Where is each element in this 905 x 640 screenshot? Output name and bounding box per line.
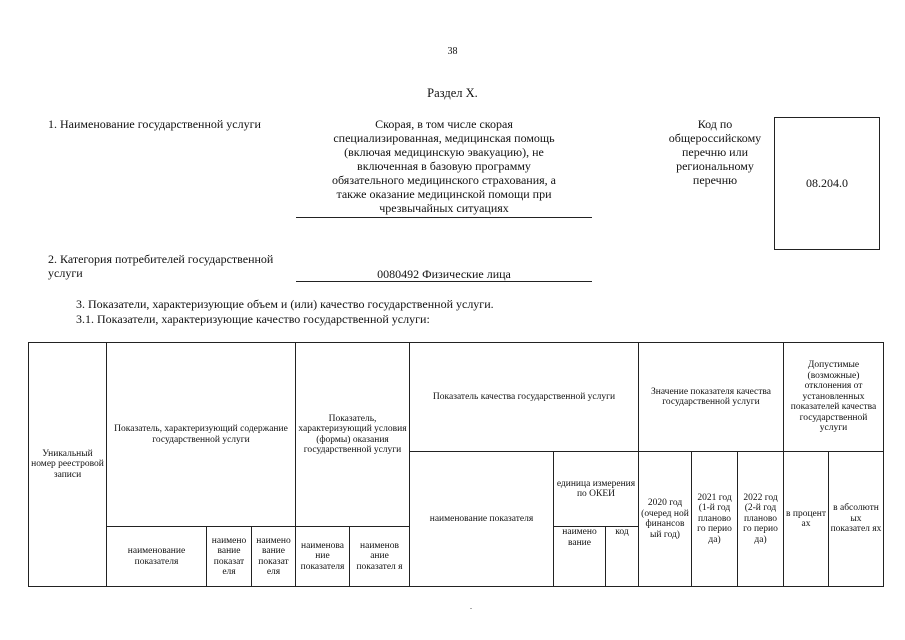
service-name-line: специализированная, медицинская помощь — [333, 131, 555, 145]
indicator-name-header: наименование показателя — [410, 452, 554, 587]
unit-code-header: код — [606, 527, 639, 587]
content-indicator-name-header: наимено вание показат еля — [207, 527, 252, 587]
section-title: Раздел X. — [427, 86, 478, 100]
page-number: 38 — [447, 46, 458, 57]
unique-number-header: Уникальный номер реестровой записи — [29, 343, 107, 587]
quality-heading: 3.1. Показатели, характеризующие качество государственной услуги: — [76, 312, 430, 326]
deviation-percent-header: в процент ах — [784, 452, 829, 587]
deviation-absolute-header: в абсолютн ых показател ях — [829, 452, 884, 587]
code-value-box — [774, 117, 880, 250]
service-name-underline — [296, 217, 592, 218]
service-name-line: обязательного медицинского страхования, а — [332, 173, 556, 187]
category-label — [48, 252, 273, 280]
code-label — [660, 117, 770, 187]
service-name-line: включенная в базовую программу — [357, 159, 531, 173]
scan-artifact-dot — [470, 608, 472, 609]
conditions-indicator-group-header: Показатель, характеризующий условия (формы) оказания государственной услуги — [296, 343, 410, 527]
code-label-line: перечню — [692, 173, 738, 187]
code-value: 08.204.0 — [806, 176, 848, 190]
deviation-group-header: Допустимые (возможные) отклонения от установленных показателей качества государственной услуги — [784, 343, 884, 452]
unit-group-header: единица измерения по ОКЕИ — [554, 452, 639, 527]
service-name-label: 1. Наименование государственной услуги — [48, 117, 261, 131]
category-underline — [296, 281, 592, 282]
code-label-line: общероссийскому — [668, 131, 762, 145]
content-indicator-group-header: Показатель, характеризующий содержание государственной услуги — [107, 343, 296, 527]
quality-indicator-group-header: Показатель качества государственной услуги — [410, 343, 639, 452]
year-2021-header: 2021 год (1-й год планово го перио да) — [692, 452, 738, 587]
quality-indicators-table — [28, 342, 884, 587]
content-indicator-name-header: наимено вание показат еля — [252, 527, 296, 587]
service-name-line: (включая медицинскую эвакуацию), не — [344, 145, 544, 159]
conditions-indicator-name-header: наименова ние показателя — [296, 527, 350, 587]
content-indicator-name-header: наименование показателя — [107, 527, 207, 587]
indicator-value-group-header: Значение показателя качества государственной услуги — [639, 343, 784, 452]
indicators-heading: 3. Показатели, характеризующие объем и (или) качество государственной услуги. — [76, 297, 494, 311]
year-2022-header: 2022 год (2-й год планово го перио да) — [738, 452, 784, 587]
year-2020-header: 2020 год (очеред ной финансов ый год) — [639, 452, 692, 587]
service-name-line: также оказание медицинской помощи при — [336, 187, 552, 201]
unit-name-header: наимено вание — [554, 527, 606, 587]
service-name-line: чрезвычайных ситуациях — [379, 201, 509, 215]
conditions-indicator-name-header: наименов ание показател я — [350, 527, 410, 587]
category-label-line: услуги — [48, 266, 83, 280]
code-label-line: Код по — [697, 117, 733, 131]
category-value: 0080492 Физические лица — [377, 267, 511, 281]
code-label-line: региональному — [676, 159, 754, 173]
service-name-line: Скорая, в том числе скорая — [375, 117, 513, 131]
category-label-line: 2. Категория потребителей государственной — [48, 252, 274, 266]
service-name-value — [296, 117, 592, 215]
code-label-line: перечню или — [681, 145, 749, 159]
